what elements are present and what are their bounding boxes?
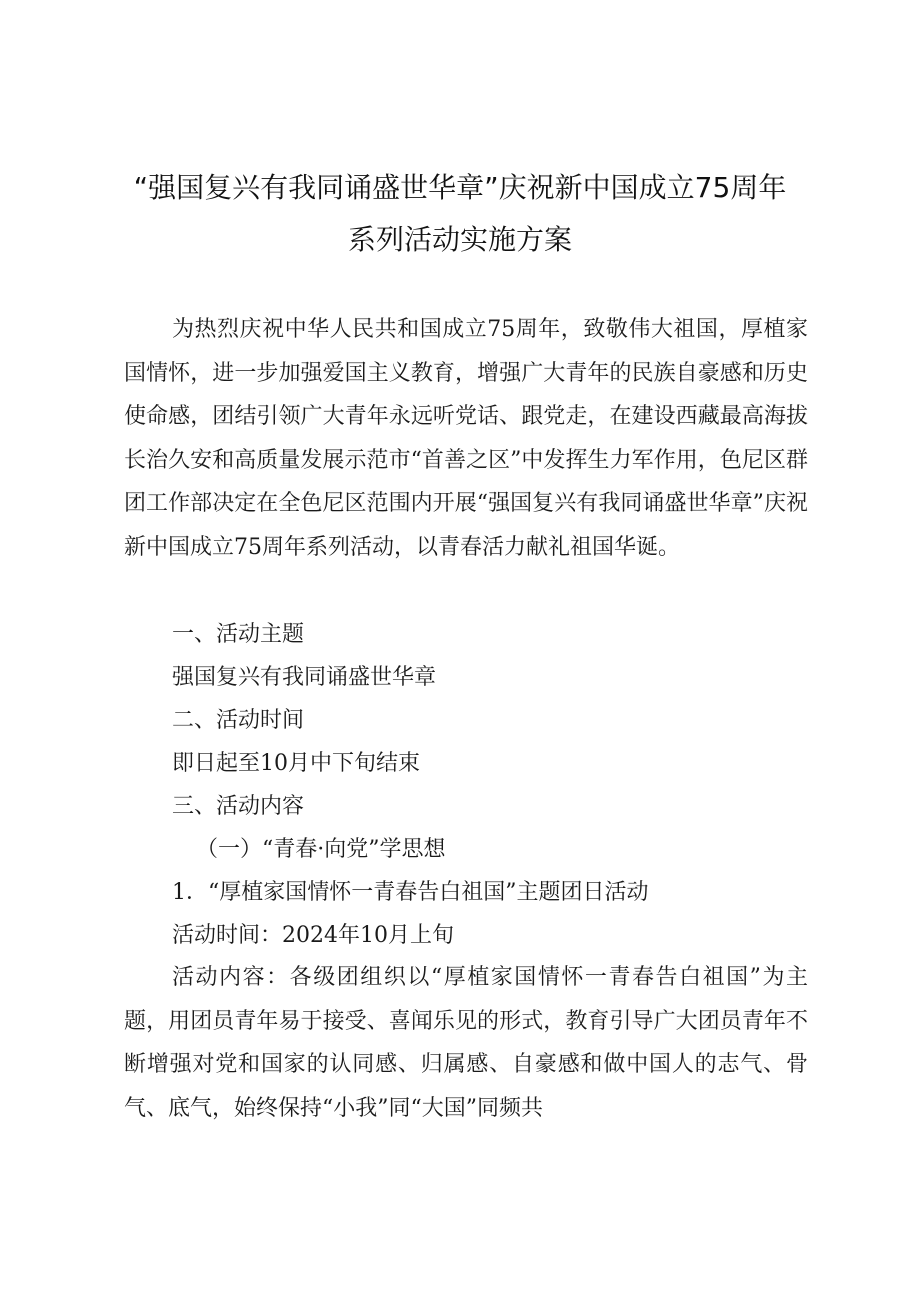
section-1-heading: 一、活动主题 (172, 622, 305, 647)
document-title-line-1: “强国复兴有我同诵盛世华章”庆祝新中国成立75周年 (133, 171, 787, 204)
section-1-text: 强国复兴有我同诵盛世华章 (172, 665, 437, 690)
item-1-content-paragraph: 活动内容：各级团组织以“厚植家国情怀一青春告白祖国”为主题，用团员青年易于接受、喜闻乐见的形式，教育引导广大团员青年不断增强对党和国家的认同感、归属感、自豪感和做中国人的志气、骨气、底气，始终保持“小我”同“大国”同频共 (124, 965, 808, 1121)
item-1-time: 活动时间：2024年10月上旬 (172, 923, 454, 948)
section-3-heading: 三、活动内容 (172, 794, 305, 819)
subsection-1-heading: （一）“青春·向党”学思想 (196, 837, 446, 862)
document-title-line-2: 系列活动实施方案 (347, 223, 572, 256)
section-2-text: 即日起至10月中下旬结束 (172, 751, 420, 776)
item-1-heading: 1．“厚植家国情怀一青春告白祖国”主题团日活动 (172, 880, 649, 905)
intro-paragraph: 为热烈庆祝中华人民共和国成立75周年，致敬伟大祖国，厚植家国情怀，进一步加强爱国主义教育，增强广大青年的民族自豪感和历史使命感，团结引领广大青年永远听党话、跟党走，在建设西藏最高海拔长治久安和高质量发展示范市“首善之区”中发挥生力军作用，色尼区群团工作部决定在全色尼区范围内开展“强国复兴有我同诵盛世华章”庆祝新中国成立75周年系列活动，以青春活力献礼祖国华诞。 (124, 317, 808, 560)
section-2-heading: 二、活动时间 (172, 708, 305, 733)
